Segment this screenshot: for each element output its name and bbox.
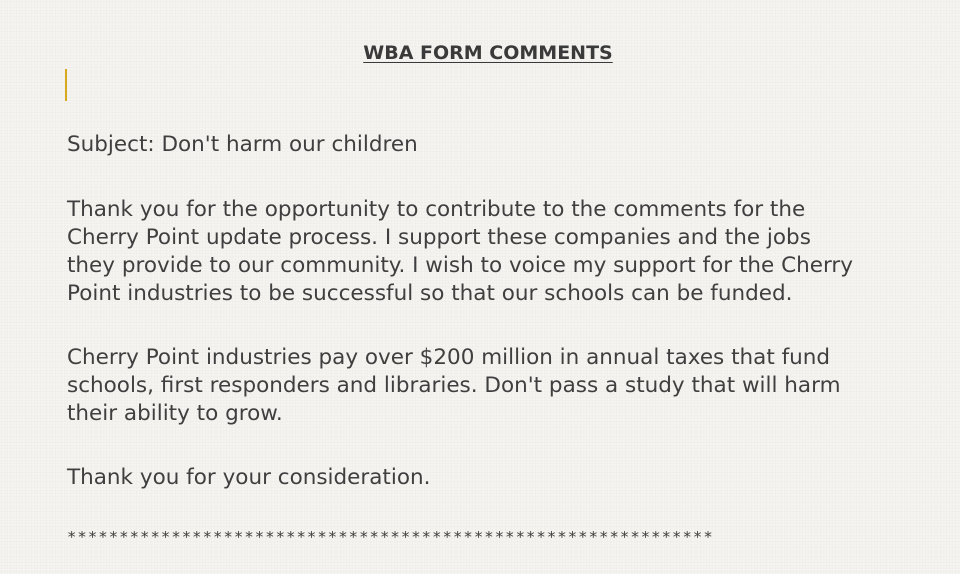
paragraph-line: Cherry Point industries pay over $200 million in annual taxes that fund <box>67 345 831 370</box>
paragraph-line: Cherry Point update process. I support these companies and the jobs <box>67 225 811 250</box>
paragraph-line: they provide to our community. I wish to voice my support for the Cherry <box>67 253 853 278</box>
paragraph-line: schools, first responders and libraries. Don't pass a study that will harm <box>67 373 841 398</box>
paragraph-line: their ability to grow. <box>67 401 283 426</box>
paragraph-taxes <box>67 344 947 428</box>
document-title: WBA FORM COMMENTS <box>363 42 613 64</box>
paragraph-line: Thank you for the opportunity to contribute to the comments for the <box>67 197 806 222</box>
closing-line: Thank you for your consideration. <box>67 465 431 490</box>
text-cursor <box>65 69 67 101</box>
subject-line: Subject: Don't harm our children <box>67 132 418 157</box>
paragraph-support <box>67 196 947 308</box>
asterisk-separator: ************************************************************** <box>67 528 714 546</box>
paragraph-line: Point industries to be successful so that our schools can be funded. <box>67 281 793 306</box>
